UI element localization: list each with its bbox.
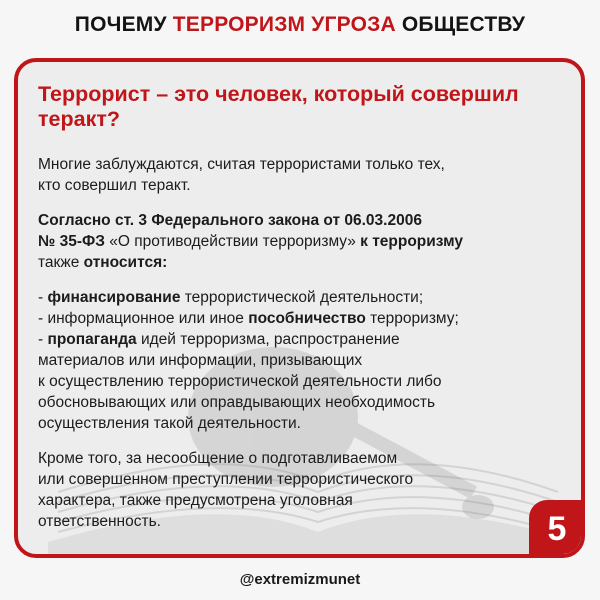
text-line: обосновывающих или оправдывающих необходимость — [38, 394, 436, 411]
list-item — [38, 329, 558, 350]
paragraph-liability — [38, 448, 558, 532]
list-item — [38, 308, 558, 329]
text-line: характера, также предусмотрена уголовная — [38, 492, 353, 509]
list-item-text: террористической деятельности; — [180, 289, 424, 306]
terrorism-bold: к терроризму — [360, 233, 464, 250]
social-handle: @extremizmunet — [239, 570, 361, 588]
text-line — [38, 231, 558, 252]
text-line: ответственность. — [38, 513, 161, 530]
list-prefix: - — [38, 331, 48, 348]
text-line — [38, 252, 558, 273]
paragraph-law-reference — [38, 210, 558, 273]
list-item-bold: финансирование — [47, 289, 181, 306]
page-header — [0, 0, 600, 50]
text-line: к осуществлению террористической деятельности либо — [38, 373, 442, 390]
card-title-line: Террорист – это человек, который совершил — [38, 82, 519, 106]
info-card — [14, 58, 585, 558]
page-number-badge: 5 — [529, 500, 585, 558]
list-item-text: терроризму; — [365, 310, 459, 327]
card-content — [38, 82, 558, 546]
list-prefix: - — [38, 289, 48, 306]
list-item-bold: пропаганда — [47, 331, 137, 348]
list-item-bold: пособничество — [248, 310, 366, 327]
list-terrorism-acts — [38, 287, 558, 434]
list-item-text: идей терроризма, распространение — [136, 331, 400, 348]
text-line: кто совершил теракт. — [38, 177, 191, 194]
card-title — [38, 82, 558, 132]
paragraph-misconception — [38, 154, 558, 196]
relates-bold: относится: — [83, 254, 168, 271]
header-text-end: ОБЩЕСТВУ — [395, 13, 526, 36]
text-line: или совершенном преступлении террористического — [38, 471, 414, 488]
law-reference-bold: Согласно ст. 3 Федерального закона от 06.03.2006 — [38, 212, 422, 229]
law-name: «О противодействии терроризму» — [104, 233, 361, 250]
text-line — [38, 210, 558, 231]
text-line: материалов или информации, призывающих — [38, 352, 363, 369]
text-line: Кроме того, за несообщение о подготавливаемом — [38, 450, 398, 467]
text-line: Многие заблуждаются, считая террористами только тех, — [38, 156, 445, 173]
header-text-start: ПОЧЕМУ — [74, 13, 173, 36]
card-title-line: теракт? — [38, 107, 121, 131]
header-text-accent: ТЕРРОРИЗМ УГРОЗА — [172, 13, 396, 36]
text-plain: также — [38, 254, 84, 271]
list-prefix: - информационное или иное — [38, 310, 249, 327]
law-number-bold: № 35-ФЗ — [38, 233, 105, 250]
list-item — [38, 287, 558, 308]
text-line: осуществления такой деятельности. — [38, 415, 301, 432]
